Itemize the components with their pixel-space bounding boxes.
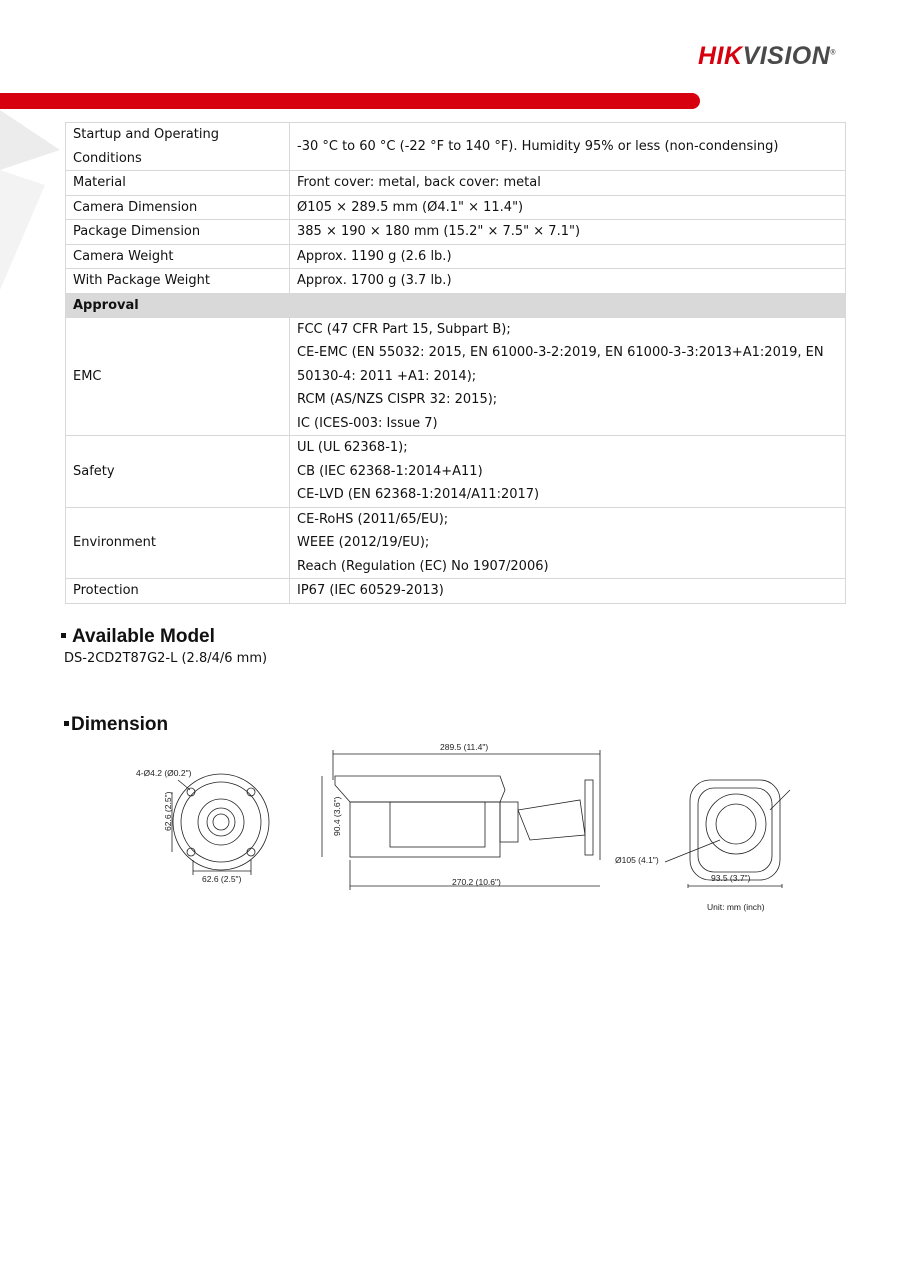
spec-value-line: CE-LVD (EN 62368-1:2014/A11:2017)	[297, 487, 540, 502]
spec-key: Environment	[66, 507, 290, 579]
spec-key: With Package Weight	[66, 269, 290, 294]
dim-label-mount-v: 62.6 (2.5")	[163, 791, 173, 831]
spec-value	[290, 317, 846, 436]
spec-key: Package Dimension	[66, 220, 290, 245]
spec-value-line: CE-EMC (EN 55032: 2015, EN 61000-3-2:2019, EN 61000-3-3:2013+A1:2019, EN	[297, 345, 824, 360]
spec-key: Material	[66, 171, 290, 196]
available-model-heading: Available Model	[61, 626, 215, 648]
dimension-heading: Dimension	[64, 714, 168, 736]
spec-value-line: Front cover: metal, back cover: metal	[297, 175, 541, 190]
spec-row	[66, 507, 846, 579]
spec-row	[66, 123, 846, 171]
spec-value-line: CE-RoHS (2011/65/EU);	[297, 511, 449, 527]
spec-row	[66, 244, 846, 269]
decorative-shape	[0, 110, 70, 300]
spec-value-line: FCC (47 CFR Part 15, Subpart B);	[297, 321, 511, 337]
spec-value	[290, 244, 846, 269]
spec-value-line: Reach (Regulation (EC) No 1907/2006)	[297, 558, 549, 574]
spec-value-line: WEEE (2012/19/EU);	[297, 535, 430, 550]
spec-value	[290, 171, 846, 196]
dim-label-body-len: 270.2 (10.6")	[452, 877, 501, 887]
spec-value-line: CB (IEC 62368-1:2014+A11)	[297, 463, 483, 479]
spec-value	[290, 579, 846, 604]
spec-row	[66, 579, 846, 604]
spec-value-line: IP67 (IEC 60529-2013)	[297, 583, 444, 598]
approval-section-row	[66, 293, 846, 317]
spec-value-line: RCM (AS/NZS CISPR 32: 2015);	[297, 392, 498, 407]
spec-key: Camera Dimension	[66, 195, 290, 220]
spec-value-line: 50130-4: 2011 +A1: 2014);	[297, 368, 477, 384]
dim-label-unit: Unit: mm (inch)	[707, 902, 765, 912]
dim-label-width: 93.5 (3.7")	[711, 873, 751, 883]
dimension-drawing	[0, 740, 910, 920]
spec-row	[66, 195, 846, 220]
spec-row	[66, 220, 846, 245]
spec-row	[66, 436, 846, 508]
spec-row	[66, 317, 846, 436]
spec-row	[66, 171, 846, 196]
spec-key: Camera Weight	[66, 244, 290, 269]
hikvision-logo: HIKVISION®	[698, 42, 836, 70]
dim-label-diameter: Ø105 (4.1")	[615, 855, 659, 865]
dim-label-mount-h: 62.6 (2.5")	[202, 874, 242, 884]
dim-label-holes: 4-Ø4.2 (Ø0.2")	[136, 768, 192, 778]
spec-key: EMC	[66, 317, 290, 436]
spec-key: Safety	[66, 436, 290, 508]
dim-label-length: 289.5 (11.4")	[440, 742, 489, 752]
approval-section-title: Approval	[66, 293, 846, 317]
spec-value-line: IC (ICES-003: Issue 7)	[297, 415, 438, 431]
header-red-bar	[0, 93, 700, 109]
spec-row	[66, 269, 846, 294]
spec-value	[290, 269, 846, 294]
spec-value	[290, 436, 846, 508]
model-number: DS-2CD2T87G2-L (2.8/4/6 mm)	[64, 651, 268, 666]
dim-label-height: 90.4 (3.6")	[332, 796, 342, 836]
spec-value-line: -30 °C to 60 °C (-22 °F to 140 °F). Humidity 95% or less (non-condensing)	[297, 138, 779, 154]
spec-value	[290, 507, 846, 579]
spec-key: Startup and Operating Conditions	[66, 123, 290, 171]
spec-table	[65, 122, 846, 604]
spec-value-line: Approx. 1700 g (3.7 lb.)	[297, 273, 452, 288]
spec-value-line: Approx. 1190 g (2.6 lb.)	[297, 248, 452, 264]
spec-value	[290, 123, 846, 171]
spec-value	[290, 195, 846, 220]
spec-key: Protection	[66, 579, 290, 604]
spec-value-line: Ø105 × 289.5 mm (Ø4.1" × 11.4")	[297, 199, 524, 215]
spec-value-line: UL (UL 62368-1);	[297, 440, 408, 455]
spec-value	[290, 220, 846, 245]
spec-value-line: 385 × 190 × 180 mm (15.2" × 7.5" × 7.1")	[297, 224, 581, 239]
